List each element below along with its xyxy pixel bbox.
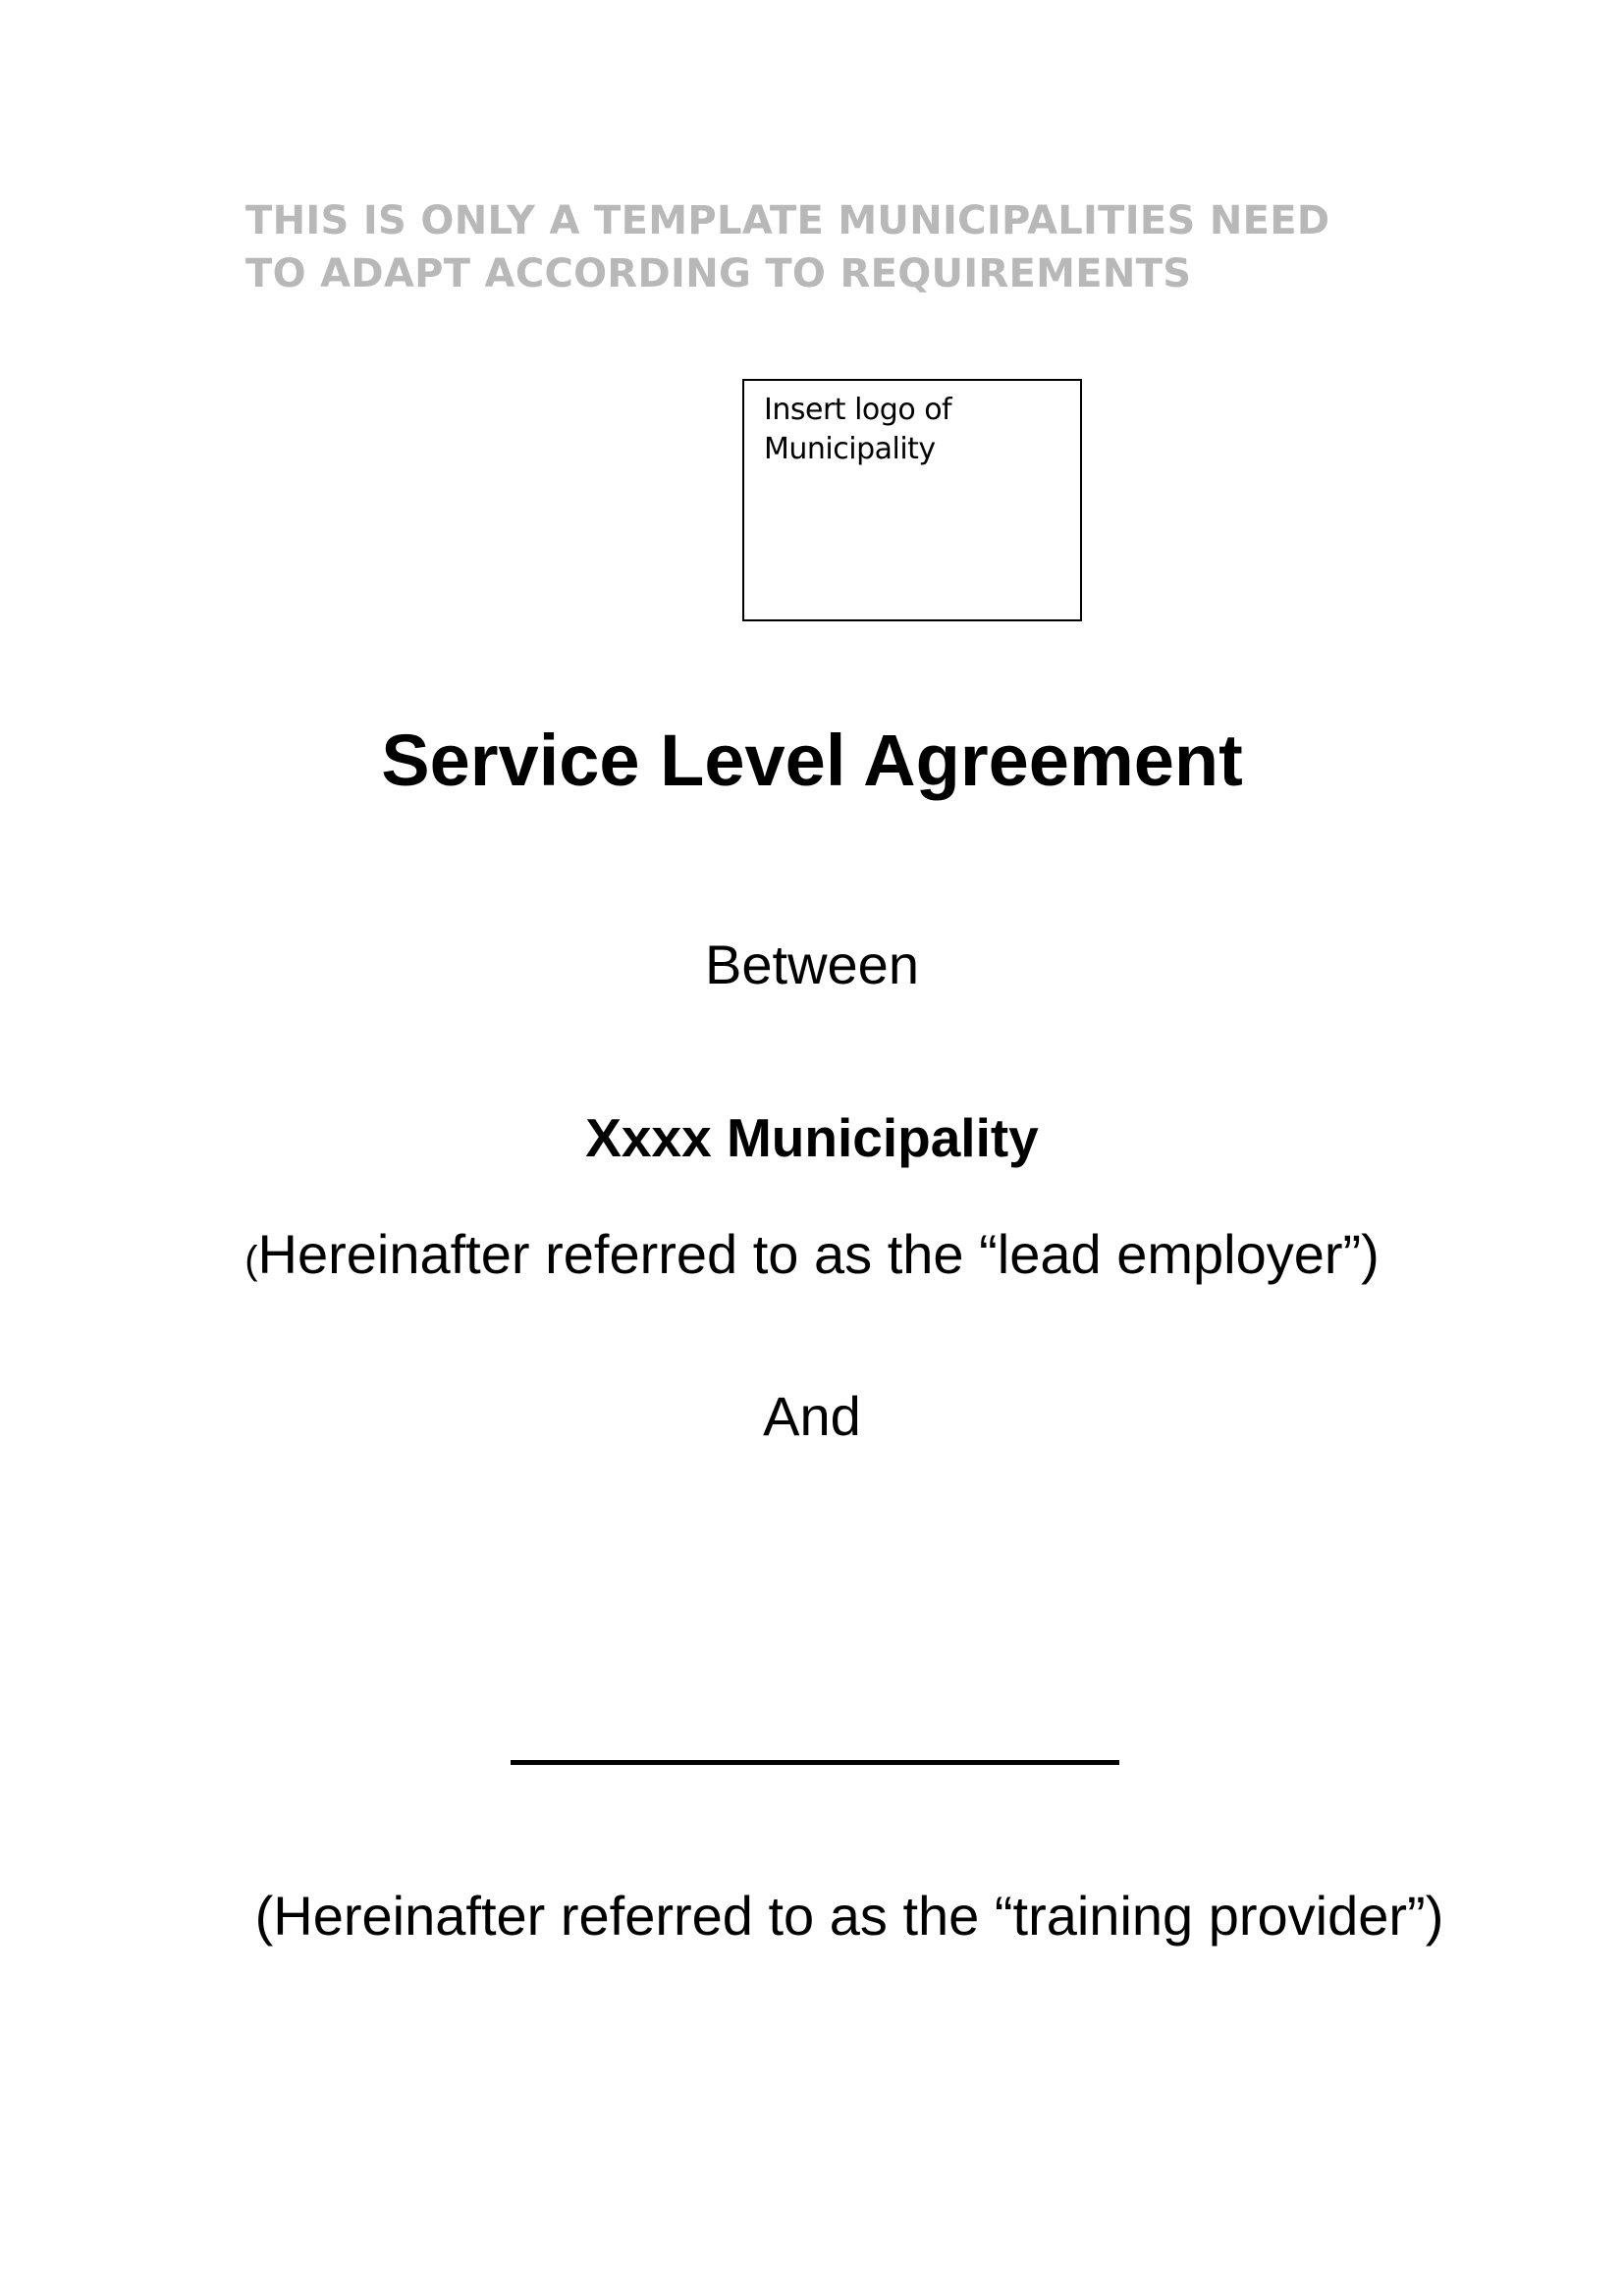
template-notice-line-2: TO ADAPT ACCORDING TO REQUIREMENTS	[245, 251, 1192, 296]
between-label: Between	[705, 934, 919, 995]
logo-placeholder-line-2: Municipality	[764, 432, 936, 466]
party-one-reference	[0, 1221, 1624, 1294]
party-one-name: Xxxx Municipality	[585, 1107, 1039, 1168]
party-one-open-paren: (	[244, 1239, 258, 1282]
conjunction-label: And	[763, 1385, 861, 1447]
logo-placeholder-line-1: Insert logo of	[764, 393, 952, 427]
party-two-reference: (Hereinafter referred to as the “training provider”)	[254, 1885, 1444, 1947]
logo-placeholder-text	[764, 391, 951, 469]
template-notice	[245, 194, 1473, 300]
party-two-name-blank-line	[511, 1760, 1119, 1765]
document-title: Service Level Agreement	[381, 720, 1243, 801]
logo-placeholder-box	[742, 379, 1082, 621]
template-notice-line-1: THIS IS ONLY A TEMPLATE MUNICIPALITIES NEED	[245, 198, 1330, 243]
party-one-reference-text: Hereinafter referred to as the “lead employer”)	[257, 1223, 1380, 1285]
